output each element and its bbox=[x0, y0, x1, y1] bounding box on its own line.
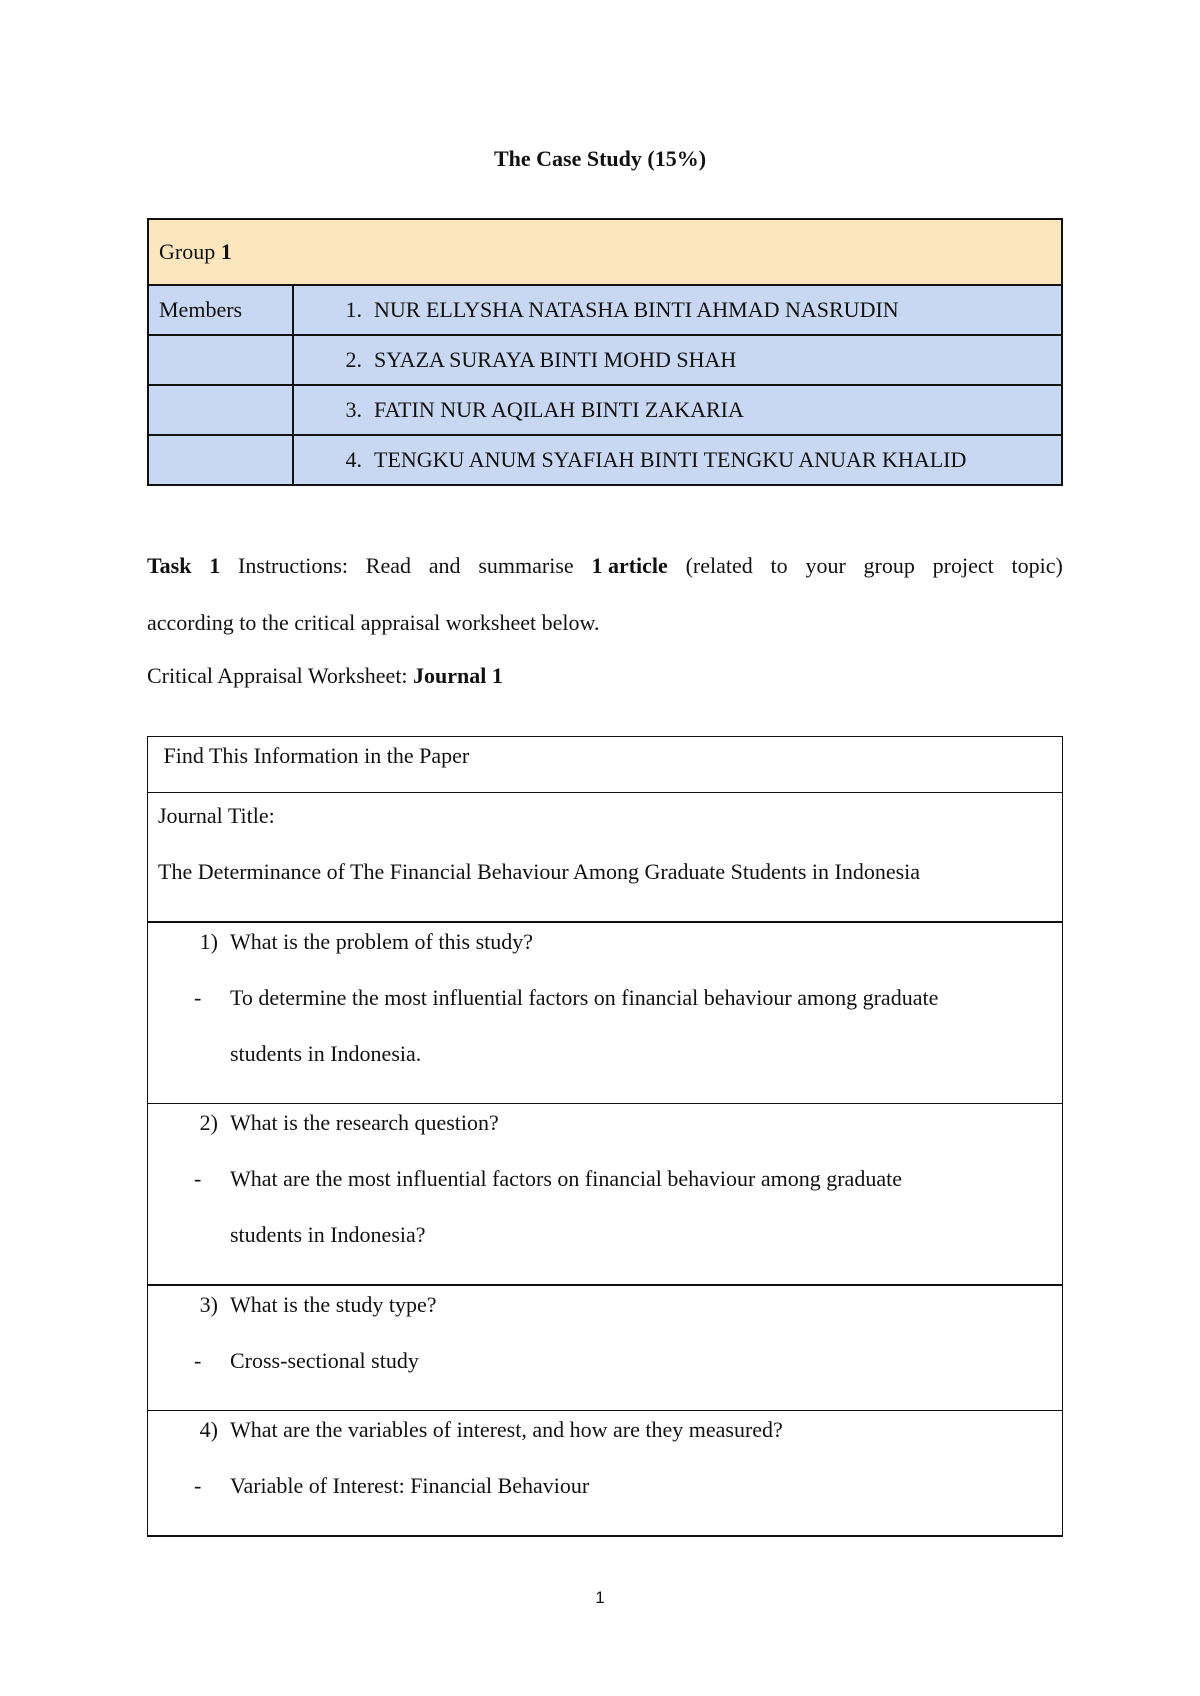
member-name: NUR ELLYSHA NATASHA BINTI AHMAD NASRUDIN bbox=[374, 297, 899, 322]
page-number: 1 bbox=[595, 1588, 605, 1607]
task-word: topic) bbox=[1011, 553, 1063, 578]
member-name: TENGKU ANUM SYAFIAH BINTI TENGKU ANUAR KHALID bbox=[374, 447, 967, 472]
question-text: What is the study type? bbox=[230, 1292, 437, 1317]
task-word: 1 article bbox=[591, 553, 668, 578]
member-row bbox=[148, 335, 1062, 385]
answer-dash: - bbox=[194, 1166, 202, 1191]
answer-dash: - bbox=[194, 1348, 202, 1373]
answer-text: Variable of Interest: Financial Behaviour bbox=[230, 1473, 590, 1498]
task-word: (related bbox=[685, 553, 753, 578]
group-members-table bbox=[147, 218, 1063, 486]
task-word: group bbox=[863, 553, 915, 578]
question-line bbox=[158, 923, 1052, 979]
answer-line bbox=[158, 1216, 1052, 1272]
member-number: 4. bbox=[345, 447, 362, 472]
answer-line bbox=[158, 979, 1052, 1035]
question-text: What is the problem of this study? bbox=[230, 929, 534, 954]
member-row bbox=[148, 435, 1062, 485]
member-number: 2. bbox=[345, 347, 362, 372]
answer-dash: - bbox=[194, 1473, 202, 1498]
document-title: The Case Study (15%) bbox=[493, 146, 707, 171]
member-number: 3. bbox=[345, 397, 362, 422]
find-info-cell bbox=[148, 737, 1063, 793]
question-row bbox=[148, 922, 1063, 1104]
answer-text: Cross-sectional study bbox=[230, 1348, 419, 1373]
answer-text: To determine the most influential factors on financial behaviour among graduate bbox=[230, 985, 939, 1010]
journal-title-label: Journal Title: bbox=[158, 803, 275, 828]
question-cell bbox=[148, 922, 1063, 1104]
question-line bbox=[158, 1411, 1052, 1467]
member-row bbox=[148, 285, 1062, 335]
question-text: What are the variables of interest, and how are they measured? bbox=[230, 1417, 783, 1442]
question-row bbox=[148, 1411, 1063, 1537]
journal-title-row bbox=[148, 793, 1063, 923]
task-word: and bbox=[428, 553, 461, 578]
question-number: 4) bbox=[199, 1417, 218, 1442]
answer-text: students in Indonesia. bbox=[230, 1041, 422, 1066]
answer-dash: - bbox=[194, 985, 202, 1010]
task-line-2: according to the critical appraisal worksheet below. bbox=[147, 610, 600, 635]
group-label bbox=[148, 219, 1062, 285]
worksheet-header-row bbox=[148, 737, 1063, 793]
task-word: Read bbox=[365, 553, 411, 578]
task-instructions bbox=[147, 537, 1063, 651]
question-line bbox=[158, 1104, 1052, 1160]
question-row bbox=[148, 1104, 1063, 1286]
answer-line bbox=[158, 1467, 1052, 1523]
question-text: What is the research question? bbox=[230, 1110, 499, 1135]
find-info-text: Find This Information in the Paper bbox=[163, 743, 470, 768]
question-number: 2) bbox=[199, 1110, 218, 1135]
task-line-1 bbox=[147, 537, 1063, 594]
answer-text: students in Indonesia? bbox=[230, 1222, 426, 1247]
question-number: 3) bbox=[199, 1292, 218, 1317]
task-word: Task bbox=[147, 553, 192, 578]
group-label-prefix: Group bbox=[159, 239, 216, 264]
task-word: to bbox=[770, 553, 788, 578]
worksheet-journal: Journal 1 bbox=[413, 663, 503, 688]
appraisal-worksheet-table bbox=[147, 736, 1063, 1537]
task-word: summarise bbox=[478, 553, 574, 578]
journal-title-cell bbox=[148, 793, 1063, 923]
members-label: Members bbox=[148, 285, 293, 335]
task-word: Instructions: bbox=[238, 553, 349, 578]
member-name: FATIN NUR AQILAH BINTI ZAKARIA bbox=[374, 397, 744, 422]
member-number: 1. bbox=[345, 297, 362, 322]
members-label-empty bbox=[148, 435, 293, 485]
task-word: 1 bbox=[209, 553, 221, 578]
member-name: SYAZA SURAYA BINTI MOHD SHAH bbox=[374, 347, 737, 372]
question-row bbox=[148, 1285, 1063, 1411]
group-header-row bbox=[148, 219, 1062, 285]
member-cell bbox=[293, 335, 1062, 385]
task-word: your bbox=[805, 553, 846, 578]
task-word: project bbox=[932, 553, 994, 578]
answer-line bbox=[158, 1160, 1052, 1216]
question-number: 1) bbox=[199, 929, 218, 954]
worksheet-label: Critical Appraisal Worksheet: bbox=[147, 663, 408, 688]
worksheet-heading bbox=[147, 663, 503, 689]
question-cell bbox=[148, 1285, 1063, 1411]
question-cell bbox=[148, 1104, 1063, 1286]
member-cell bbox=[293, 435, 1062, 485]
question-cell bbox=[148, 1411, 1063, 1537]
members-label-empty bbox=[148, 335, 293, 385]
answer-text: What are the most influential factors on financial behaviour among graduate bbox=[230, 1166, 902, 1191]
answer-line bbox=[158, 1035, 1052, 1091]
answer-line bbox=[158, 1342, 1052, 1398]
question-line bbox=[158, 1286, 1052, 1342]
group-number: 1 bbox=[220, 239, 232, 264]
member-cell bbox=[293, 285, 1062, 335]
members-label-empty bbox=[148, 385, 293, 435]
member-row bbox=[148, 385, 1062, 435]
journal-title-text: The Determinance of The Financial Behaviour Among Graduate Students in Indonesia bbox=[158, 859, 921, 884]
member-cell bbox=[293, 385, 1062, 435]
